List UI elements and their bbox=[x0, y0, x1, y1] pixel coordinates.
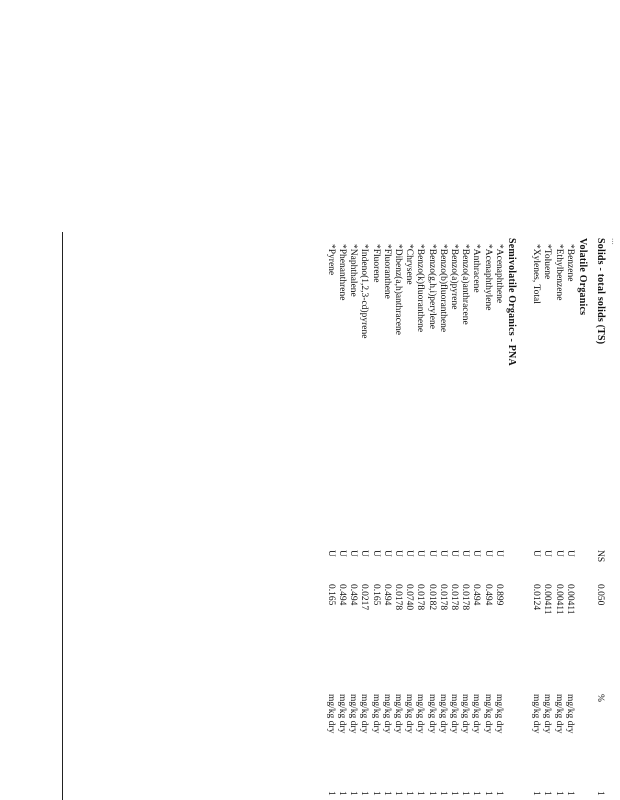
dilution: 1 bbox=[325, 791, 336, 796]
qualifier: U bbox=[471, 550, 482, 557]
analyte-name: *Naphthalene bbox=[348, 244, 359, 297]
result-value: 0.494 bbox=[348, 584, 359, 606]
dilution: 1 bbox=[595, 791, 605, 796]
result-value: 0.494 bbox=[381, 584, 392, 606]
qualifier: U bbox=[542, 550, 553, 557]
analyte-name: *Benzo(a)pyrene bbox=[449, 244, 459, 310]
unit: mg/kg dry bbox=[449, 694, 459, 734]
result-value: 0.00411 bbox=[553, 584, 564, 615]
result-value: 0.0182 bbox=[426, 584, 437, 611]
unit: mg/kg dry bbox=[564, 694, 575, 734]
analyte-name: *Acenaphthene bbox=[493, 244, 504, 304]
result-value: 0.0178 bbox=[415, 584, 426, 611]
unit: mg/kg dry bbox=[359, 694, 370, 734]
result-value: 0.0740 bbox=[404, 584, 415, 611]
unit: mg/kg dry bbox=[471, 694, 482, 734]
qualifier: U bbox=[531, 550, 542, 557]
qualifier: U bbox=[348, 550, 359, 557]
qualifier: U bbox=[553, 550, 564, 557]
dilution: 1 bbox=[449, 791, 459, 796]
analyte-name: *Benzene bbox=[564, 244, 575, 282]
unit: mg/kg dry bbox=[531, 694, 542, 734]
unit: mg/kg dry bbox=[381, 694, 392, 734]
unit: mg/kg dry bbox=[404, 694, 415, 734]
dilution: 1 bbox=[437, 791, 448, 796]
dilution: 1 bbox=[404, 791, 415, 796]
result-value: 0.494 bbox=[482, 584, 493, 606]
qualifier: U bbox=[415, 550, 426, 557]
qualifier: U bbox=[564, 550, 575, 557]
dilution: 1 bbox=[460, 791, 471, 796]
result-value: 0.899 bbox=[493, 584, 504, 606]
dilution: 1 bbox=[553, 791, 564, 796]
result-value: 0.0217 bbox=[359, 584, 370, 611]
analyte-name: *Toluene bbox=[542, 244, 553, 280]
unit: mg/kg dry bbox=[426, 694, 437, 734]
analyte-name: *Fluorene bbox=[370, 244, 381, 283]
dilution: 1 bbox=[359, 791, 370, 796]
unit: mg/kg dry bbox=[437, 694, 448, 734]
dilution: 1 bbox=[426, 791, 437, 796]
qualifier: U bbox=[370, 550, 381, 557]
qualifier: U bbox=[482, 550, 493, 557]
section-title: Volatile Organics bbox=[577, 238, 588, 316]
dilution: 1 bbox=[337, 791, 347, 796]
unit: mg/kg dry bbox=[325, 694, 336, 734]
qualifier: U bbox=[381, 550, 392, 557]
result-value: 0.0178 bbox=[393, 584, 403, 611]
dilution: 1 bbox=[415, 791, 426, 796]
unit: % bbox=[595, 694, 605, 702]
unit: mg/kg dry bbox=[415, 694, 426, 734]
unit: mg/kg dry bbox=[393, 694, 403, 734]
dilution: 1 bbox=[531, 791, 542, 796]
analyte-name: Solids - total solids (TS) bbox=[595, 238, 606, 345]
result-value: 0.165 bbox=[370, 584, 381, 606]
result-value: 0.165 bbox=[325, 584, 336, 606]
analyte-name: *Acenaphthylene bbox=[482, 244, 493, 311]
analyte-name: *Fluoranthene bbox=[381, 244, 392, 299]
dilution: 1 bbox=[370, 791, 381, 796]
analyte-name: *Ethylbenzene bbox=[553, 244, 564, 301]
qualifier: U bbox=[359, 550, 370, 557]
result-value: 0.00411 bbox=[564, 584, 575, 615]
dilution: 1 bbox=[564, 791, 575, 796]
analyte-name: *Xylenes, Total bbox=[531, 244, 542, 304]
rotated-results-table bbox=[320, 238, 620, 800]
result-value: 0.494 bbox=[471, 584, 482, 606]
qualifier: U bbox=[449, 550, 459, 557]
unit: mg/kg dry bbox=[542, 694, 553, 734]
dilution: 1 bbox=[493, 791, 504, 796]
analyte-name: *Dibenz(a,h)anthracene bbox=[393, 244, 403, 335]
dilution: 1 bbox=[348, 791, 359, 796]
qualifier: NS bbox=[595, 550, 605, 563]
qualifier: U bbox=[437, 550, 448, 557]
analyte-name: *Anthracene bbox=[471, 244, 482, 293]
analyte-name: *Indeno(1,2,3-cd)pyrene bbox=[359, 244, 370, 339]
unit: mg/kg dry bbox=[460, 694, 471, 734]
analyte-name: *Chrysene bbox=[404, 244, 415, 285]
section-title: Semivolatile Organics - PNA bbox=[506, 238, 517, 366]
dilution: 1 bbox=[381, 791, 392, 796]
dilution: 1 bbox=[393, 791, 403, 796]
analyte-name: *Phenanthrene bbox=[337, 244, 347, 301]
unit: mg/kg dry bbox=[337, 694, 347, 734]
dilution: 1 bbox=[542, 791, 553, 796]
result-value: 0.0178 bbox=[460, 584, 471, 611]
result-value: 0.050 bbox=[595, 584, 605, 606]
result-value: 0.494 bbox=[337, 584, 347, 606]
unit: mg/kg dry bbox=[493, 694, 504, 734]
dilution: 1 bbox=[471, 791, 482, 796]
qualifier: U bbox=[337, 550, 347, 557]
unit: mg/kg dry bbox=[553, 694, 564, 734]
dilution: 1 bbox=[482, 791, 493, 796]
result-value: 0.0178 bbox=[449, 584, 459, 611]
result-value: 0.0178 bbox=[437, 584, 448, 611]
result-value: 0.00411 bbox=[542, 584, 553, 615]
qualifier: U bbox=[426, 550, 437, 557]
qualifier: U bbox=[493, 550, 504, 557]
analyte-name: *Benzo(a)anthracene bbox=[460, 244, 471, 325]
result-value: 0.0124 bbox=[531, 584, 542, 611]
qualifier: U bbox=[393, 550, 403, 557]
qualifier: U bbox=[404, 550, 415, 557]
cut-off-header-text: ... bbox=[610, 238, 620, 245]
left-margin-rule bbox=[62, 232, 63, 800]
unit: mg/kg dry bbox=[348, 694, 359, 734]
analyte-name: *Benzo(g,h,i)perylene bbox=[426, 244, 437, 329]
qualifier: U bbox=[325, 550, 336, 557]
unit: mg/kg dry bbox=[370, 694, 381, 734]
analyte-name: *Benzo(b)fluoranthene bbox=[437, 244, 448, 333]
unit: mg/kg dry bbox=[482, 694, 493, 734]
qualifier: U bbox=[460, 550, 471, 557]
analyte-name: *Benzo(k)fluoranthene bbox=[415, 244, 426, 333]
analyte-name: *Pyrene bbox=[325, 244, 336, 276]
